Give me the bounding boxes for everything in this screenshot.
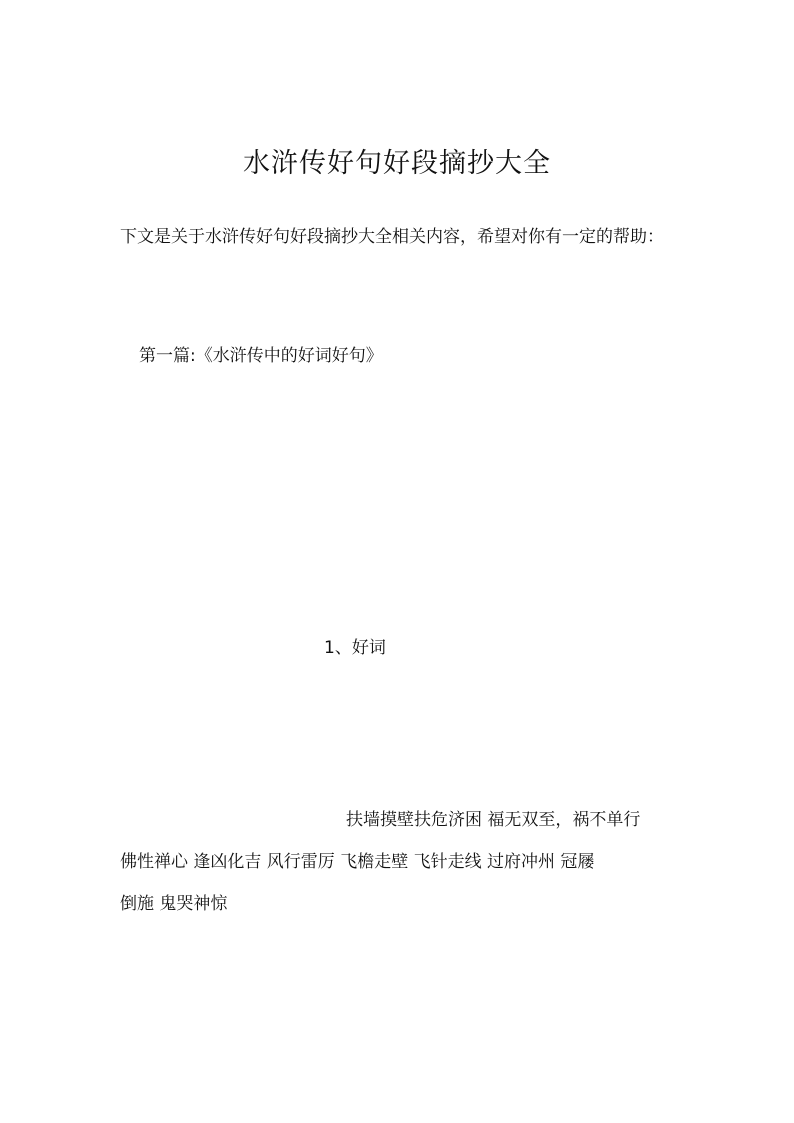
word-line: 佛性禅心 逢凶化吉 风行雷厉 飞檐走壁 飞针走线 过府冲州 冠屦	[120, 852, 595, 872]
word-line: 扶墙摸壁扶危济困 福无双至，祸不单行	[346, 810, 641, 830]
intro-paragraph: 下文是关于水浒传好句好段摘抄大全相关内容，希望对你有一定的帮助：	[120, 227, 664, 247]
section-heading: 1、好词	[324, 638, 386, 658]
word-line: 倒施 鬼哭神惊	[120, 894, 228, 914]
document-title: 水浒传好句好段摘抄大全	[243, 148, 551, 179]
chapter-heading: 第一篇:《水浒传中的好词好句》	[139, 346, 383, 366]
word-list	[120, 799, 680, 925]
